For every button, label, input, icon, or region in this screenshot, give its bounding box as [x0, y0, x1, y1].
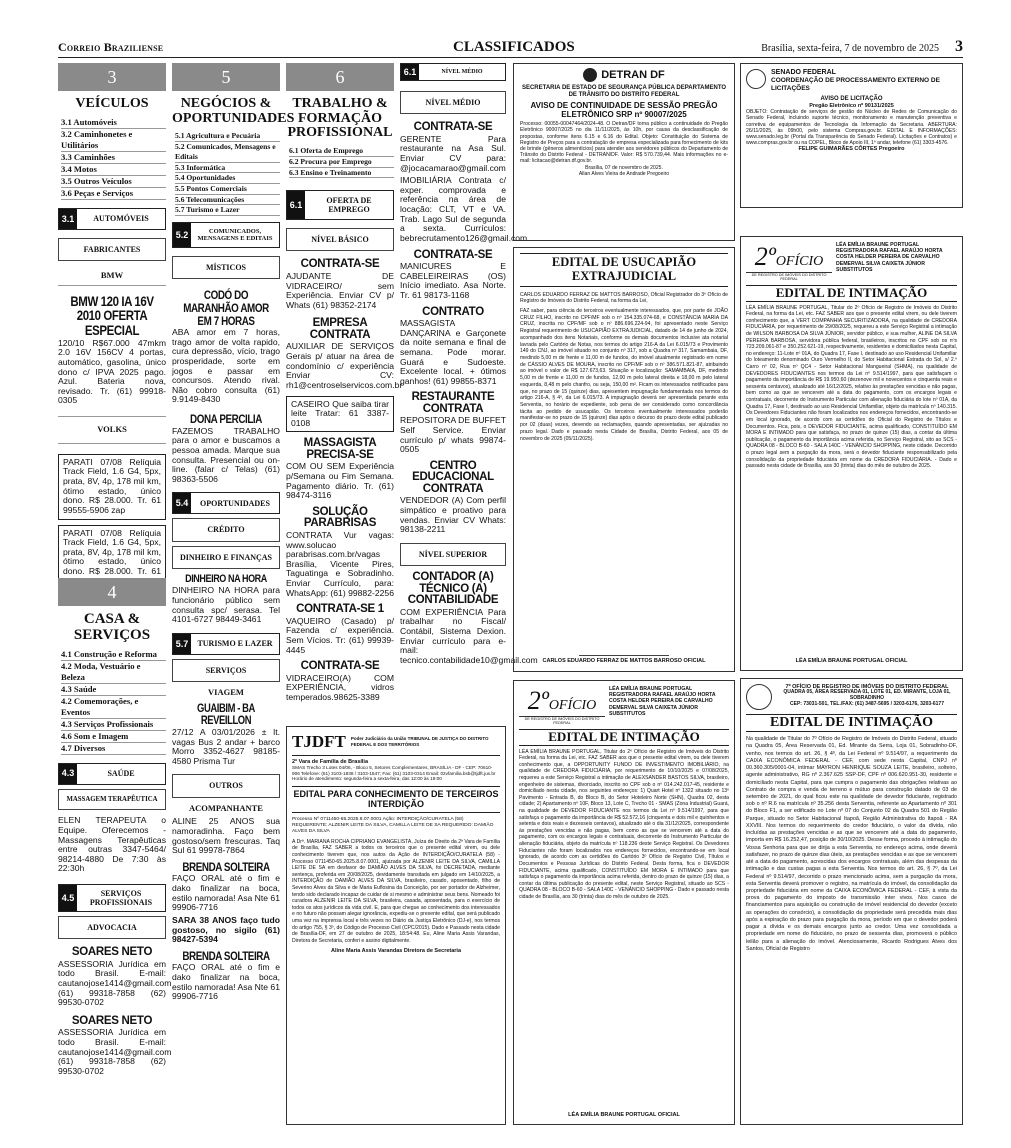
index-item: 4.1 Construção e Reforma [61, 649, 166, 661]
ad-text: COM EXPERIÊNCIA Para trabalhar no Fiscal/ Contábil, Sistema Dexion. Enviar currículo para e-mail: tecnico.contabilidade10@gmail.com [400, 606, 538, 665]
subcategory: CRÉDITO [172, 518, 280, 541]
ad-heading: DONA PERCILIA [190, 412, 262, 427]
index-item: 5.7 Turismo e Lazer [175, 205, 280, 216]
ad-box: PARATI 07/08 Relíquia Track Field, 1.6 G4, 5px, prata, 8V, 4p, 178 mil km, ótimo estado, único dono. R$ 28.000. Tr. 61 [58, 525, 166, 591]
ad-heading: SOARES NETO [71, 946, 153, 959]
index-item: 6.3 Ensino e Treinamento [289, 168, 394, 179]
oficio-body: LÉA EMÍLIA BRAUNE PORTUGAL, Titular do 2º Ofício de Registro de Imóveis do Distrito Federal, na forma da Lei, etc. FAZ SABER aos que o presente edital virem, ou dele tiverem conhecimento que, a VERT COMPANHIA SECURITIZADORA, na qualidade de CREDORA FIDUCIÁRIA, por requerimento de 29/08/2025, requereu a este Serviço Registral a intimação de WILSON BARBOSA DA SILVA JÚNIOR, servidor público, e sua mulher, ALINE DA SILVA PEREIRA BARBOSA, servidora pública federal, brasileiros, inscritos no CPF sob os nºs 723.209.061-87 e 350.252.621-19, respectivamente, residentes e domiciliados nesta Capital, no endereço: 11-Lote nº 01A, do Quadra 17, Fase I, destinado ao uso Residencial Unifamiliar do loteamento denominado Ouro Vermelho II, do Setor Habitacional Estrada do Sol, s/ 2.º Carro nº 02, Rua nº QC4 - Setor Habitacional Mangueiral (SHMA), na qualidade de DEVEDORES FIDUCIANTES nos termos da Lei nº 9.514/1997, para que satisfaçam o pagamento da importância de R$ 19.950,60 (dezenove mil e novecentos e cinquenta reais e sessenta centavos), atualizado até 16/12/2025, relativo às prestações vencidas e não pagas, bem como as que se vencerem até a data do pagamento, com os encargos legais e contratuais, decorrente do Instrumento Particular com alienação fiduciária do lote nº 01A, da Quadra 17, Fase I, destinado ao uso Residencial Unifamiliar, objeto da matrícula nº 140.315. Os Devedores Fiduciantes não foram localizados nos endereços fornecidos, encontrando-se em local ignorado, de acordo com as certidões do Oficial do Registro de Títulos e Documentos. Fica, pois, o DEVEDOR FIDUCIANTE, acima qualificado, CONSTITUÍDO EM MORA E INTIMADO para que satisfaça, no prazo de quinze (15) dias, a contar da última publicação, o pagamento da importância acima referida, no Serviço Registral, sito ao SCS - QUADRA 08 - BLOCO B-60 - SALA 140C - VENÂNCIO SHOPPING, neste cidade. Decorrido o prazo legal sem a purgação da mora, será o devedor fiduciante responsabilizado pela consolidação da propriedade fiduciária em nome da CREDORA FIDUCIÁRIA. - Dado e passado nesta cidade de Brasília, aos 30 (trinta) dias do mês de outubro de 2025. [746, 304, 957, 470]
oficio2-notice-b [513, 680, 735, 1125]
senado-signature: FELIPE GUIMARÃES CÔRTES Pregoeiro [798, 146, 905, 153]
ad-text: 120/10 R$67.000 47mkm 2.0 16V 156CV 4 portas, automático, gasolina, único dono c/ IPVA 2025 pago. Azul. Bateria nova, revisado. Tr. (61) 99918-0305 [58, 337, 166, 406]
oficio-signature: LÉA EMÍLIA BRAUNE PORTUGAL OFICIAL [568, 1112, 680, 1119]
tjdft-body: A Drª. MARIANA ROCHA CIPRIANO EVANGELISTA, Juíza de Direito da 2ª Vara de Família de Brasília, FAZ SABER a todos os terceiros que o presente edital virem, ou dele conhecimento tiverem que, nos autos da Ação de INTERDIÇÃO/CURATELA (58) - Processo 0711450-65.2025.8.07.0001, ajuizada por ALZENIR LEITE DA SILVA, CAMILLA LEITE DE SA em desfavor de DAMIÃO ALVES DA SILVA, foi DECRETADA, mediante sentença, proferida em 20/08/2025, devidamente transitada em julgado em 14/10/2025, a INTERDIÇÃO de DAMIÃO ALVES DA SILVA, brasileiro, casado, aposentado, filho de Severino Alves da Silva e de Maria Euflosina da Conceição, por ser portador de Alzheimer, tendo sido declarado incapaz de cuidar de si mesmo e administrar seus bens. Nomeado foi curadora ALZENIR LEITE DA SILVA, brasileira, casada, aposentada, para o exercício de todos os atos jurídicos da vida civil. E, para que chegue ao conhecimento dos interessados e no futuro não possam alegar ignorância, expediu-se o presente edital, que será publicado uma vez na imprensa local e três vezes no Diário da Justiça Eletrônico (DJ-e), nos termos do artigo 755, § 3º, do Código de Processo Civil (CPC/2015). Dado e Passado nesta cidade de Brasília-DF, em 27 de outubro de 2025, 18:54:48. Eu, Aline Maria Assis Varandas, Diretora de Secretaria, conferi e assino digitalmente. [292, 838, 500, 944]
oficio7-body: Na qualidade de Titular do 7º Ofício de Registro de Imóveis do Distrito Federal, situado na Quadra 05, Área Reservada 01, Ed. Mirante da Serra, Loja 01, Sobradinho-DF, venho, nos termos do art. 26, § 4º, da Lei Federal nº 9.514/97, a requerimento da CAIXA ECONÔMICA FEDERAL - CEF, com sede nesta Capital, CNPJ nº 00.360.305/0001-04, intimar MAYRON HENRIQUE SOUZA LEITE, brasileiro, solteiro, agente administrativo, RG nº 2.367.625 SSP-DF, CPF nº 006.620.951-30, residente e domiciliado nesta Capital, para que cumpra o pagamento das obrigações relativas ao Contrato de compra e venda de terreno e mútuo para construção datado de 03 de setembro de 2021, do qual ficou este na qualidade de devedor fiduciante, registrado sob o nº R.6 na matrícula nº 35.256 desta Serventia, referente ao Apartamento nº 301 do Bloco F1, a ser edificado no Lote nº 07 do Conjunto 02 da Quadra 501 do Região Parque, situado no Setor Habitacional Itapoã, Região Administrativa do Itapoã - RA XXVIII. Nos termos do requerimento do credor fiduciário, o valor da dívida, não incluídas as prestações vencidas e as que se vencerem até a data do pagamento, importa em R$ 16.252,47, posição de 30/10/2025. Desse forma, procedo à intimação do Vossa Senhoria para que se dirija a esta Serventia, no endereço acima, onde deverá satisfazer, no prazo de quinze dias úteis, as prestações vencidas e as que se vencerem até a data do pagamento, acrescidas dos encargos contratuais, além das despesas da intimação e das custas pagas a esta Serventia. Nos termos do art. 26, § 7º, da Lei Federal nº 9.514/97, decorrido o prazo mencionado acima, sem a purgação da mora, esta Serventia deverá promover o registro, na matrícula do imóvel, da consolidação da propriedade fiduciária em nome da CAIXA ECONÔMICA FEDERAL - CEF, à vista da prova do pagamento do imposto de transmissão inter vivos. Nos casos de financiamentos para aquisição ou construção de imóvel residencial do devedor (exceto as operações do consórcio), a consolidação da propriedade será precedida mais dias após a expiração do prazo para purgação da mora, período em que o devedor poderá pagar a dívida e os demais encargos junto ao credor. Uma vez consolidada a propriedade em nome do fiduciário, no prazo de sessenta dias, promoverá o público leilão para a alienação do imóvel. Atenciosamente, Ricardo Rodrigues Alves dos Santos, Oficial de Registro [746, 736, 957, 952]
section-number: 5 [172, 63, 280, 91]
ad-heading: CODÓ DO MARANHÃO AMOR EM 7 HORAS [183, 288, 269, 328]
senado-notice-number: Pregão Eletrônico nº 90131/2025 [809, 102, 894, 109]
column-work [286, 63, 403, 783]
category-bar [58, 208, 166, 230]
subcategory: VIAGEM [208, 687, 244, 698]
section-index [172, 131, 280, 216]
masthead [58, 38, 963, 58]
ad-text: IMOBILIÁRIA Contrata c/ exper. comprovada e referência na área de locação: CLT, VT e VA. Trab. Lago Sul de segunda a sexta. Currículos: bebrecrutamento126@gmail.com [400, 175, 528, 243]
index-item: 6.2 Procura por Emprego [289, 157, 394, 168]
tjdft-signature: Aline Maria Assis Varandas Diretora de Secretaria [330, 948, 462, 955]
index-item: 3.1 Automóveis [61, 117, 166, 129]
ad-heading: CONTRATA-SE [300, 660, 380, 673]
ad-text: ALINE 25 ANOS sua namoradinha. Faço bem gostoso/sem frescuras. Taq Sul 61 99978-7864 [172, 816, 280, 856]
section-index [286, 146, 394, 178]
category-bar [172, 633, 280, 655]
category-number: 3.1 [59, 209, 77, 229]
ad-heading: DINHEIRO NA HORA [185, 572, 267, 585]
ad-text: GERENTE Para restaurante na Asa Sul. Enviar CV para: @jocacamarao@gmail.com [400, 133, 506, 173]
category-bar [172, 222, 280, 248]
ad-text: DINHEIRO NA HORA para funcionário público sem consulta spc/ serasa. Tel 4101-6727 98449-3461 [172, 585, 280, 625]
tjdft-address: SMAS Trecho 3 Lotes 04/06, - Bloco 5, Setores Complementares, BRASÍLIA - DF - CEP: 70610-906 Telefone: (61) 3103-1838 / 3103-1547; Fax: (61) 3103-0314 Email: 02vfamilia.bsb@tjdft.jus.br Horário de atendimento: segunda-feira a sexta-feira, das 12:00 às 19:00 [292, 764, 496, 782]
ad-heading: CONTRATO [422, 305, 484, 318]
usucapiao-signature: CARLOS EDUARDO FERRAZ DE MATTOS BARROSO OFICIAL [542, 658, 706, 665]
detran-signature: Allan Alves Vieira de Andrade Pregoeiro [578, 170, 670, 177]
page-number: 3 [955, 38, 963, 55]
subcategory: NÍVEL MÉDIO [400, 91, 506, 114]
category-label: NÍVEL MÉDIO [441, 68, 483, 75]
oficio7-notice [740, 678, 963, 1125]
index-item: 4.6 Som e Imagem [61, 731, 166, 743]
paper-name: Correio Braziliense [58, 40, 164, 54]
section-index [58, 649, 166, 755]
oficio-title: EDITAL DE INTIMAÇÃO [519, 729, 729, 746]
senado-subheading: COORDENAÇÃO DE PROCESSAMENTO EXTERNO DE LICITAÇÕES [771, 77, 940, 92]
oficio7-address: QUADRA 05, ÁREA RESERVADA 01, LOTE 01, ED. MIRANTE, LOJA 01, SOBRADINHO [783, 689, 951, 702]
ad-text: ASSESSORIA Jurídica em todo Brasil. E-mail: cautanojose1414@gmail.com (61) 99318-7858 (62) 99530-0702 [58, 958, 172, 1008]
category-number: 4.3 [59, 764, 77, 784]
subcategory: NÍVEL SUPERIOR [400, 543, 506, 566]
oficio-logo-text: OFÍCIO [548, 698, 597, 713]
category-number: 5.2 [173, 223, 191, 247]
index-item: 3.4 Motos [61, 164, 166, 176]
usucapiao-title: EDITAL DE USUCAPIÃO EXTRAJUDICIAL [520, 253, 728, 287]
ad-heading: RESTAURANTE CONTRATA [411, 391, 495, 415]
ad-heading: MASSAGISTA PRECISA-SE [303, 437, 377, 461]
tjdft-notice [286, 726, 506, 1125]
ad-text: FAÇO ORAL até o fim e dako finalizar na boca, estilo namorada! Asa Nte 61 99906-7716 [172, 962, 280, 1002]
section-index [58, 117, 166, 200]
section-title: VEÍCULOS [75, 96, 149, 111]
ad-text: ASSESSORIA Jurídica em todo Brasil. E-mail: cautanojose1414@gmail.com (61) 99318-7858 (62) 99530-0702 [58, 1027, 172, 1076]
index-item: 3.3 Caminhões [61, 152, 166, 164]
oficio-signature: LÉA EMÍLIA BRAUNE PORTUGAL OFICIAL [795, 658, 908, 665]
subcategory: SERVIÇOS [172, 659, 280, 682]
oficio-logo-text: OFÍCIO [775, 254, 824, 269]
ad-heading: GUAIBIM - BA REVEILLON [197, 702, 255, 727]
index-item: 5.4 Oportunidades [175, 173, 280, 184]
ad-text: ELEN TERAPEUTA o Equipe. Oferecemos - Massagens Terapêuticas entre outras 3347-5464/ 98214-4880 De 7:30 às 22:30h [58, 815, 166, 874]
oficio-body: LÉA EMÍLIA BRAUNE PORTUGAL, Titular do 2º Ofício de Registro de Imóveis do Distrito Federal, na forma da Lei, etc. FAZ SABER aos que o presente edital virem, ou dele tiverem conhecimento que, a OPPORTUNITY FUNDO DE INVESTIMENTO IMOBILIÁRIO, na qualidade de CREDORA FIDUCIÁRIA, por requerimento de 10/10/2025 e 07/08/2025, requereu a este Serviço Registral a intimação de ALEXSANDER BASTOS SILVA, brasileiro, engenheiro de sistemas, divorciado, inscrito no CPF sob o nº 014.242.017-45, residente e domiciliado nesta cidade, nos seguintes endereços: 1) Quart Hotel nº 1322 situado no 13º Pavimento - Entrada B, do Bloco B, do Setor Hoteleiro Norte (SHN), Quadra 02, desta cidade; 2) Apartamento nº 10F, Bloco 13, Lote C, Trecho 01 - SMAS (Zona Industrial) Guará, na qualidade de DEVEDOR FIDUCIANTE nos termos da Lei nº 9.514/1997, para que satisfaça o pagamento da importância de R$ 52.572,16 (cinquenta e dois mil e quinhentos e setenta e dois reais e dezesseis centavos), atualizado até o dia 31/12/2025, correspondente às prestações vencidas e não pagas, bem como as que se vencerem até a data do pagamento, com os encargos legais e contratuais, decorrente do Instrumento Particular de alienação fiduciária, objeto da matrícula nº 118.236 deste Serviço Registral. Os Devedores Fiduciantes não foram localizados nos endereços fornecidos, encontrando-se em local ignorado, de acordo com as certidões do Cartório 3º Ofício de Registro Civil, Títulos e Documentos e Pessoas Jurídicas do Distrito Federal. Desta forma, fica o DEVEDOR FIDUCIANTE, acima qualificado, CONSTITUÍDO EM MORA E INTIMADO para que satisfaça o pagamento da importância acima referida, dentro do prazo de quinze (15) dias, a contar da última publicação do presente edital, neste Serviço Registral, situado ao SCS - QUADRA 08 - BLOCO B-60 - SALA 140C - VENÂNCIO SHOPPING - Dado e passado nesta cidade de Brasília, aos 30 (trinta) dias do mês de outubro de 2025. [519, 748, 729, 900]
subcategory: FABRICANTES [58, 238, 166, 261]
usucapiao-notice [513, 247, 735, 672]
ad-heading: SOARES NETO [71, 1014, 153, 1027]
index-item: 3.2 Caminhonetes e Utilitários [61, 129, 166, 152]
category-label: TURISMO E LAZER [197, 639, 273, 649]
detran-logo-icon [583, 68, 597, 82]
detran-logo [520, 68, 728, 82]
oficio-logo-subtitle: DE REGISTRO DE IMÓVEIS DO DISTRITO FEDERAL [746, 272, 832, 282]
tjdft-title: EDITAL PARA CONHECIMENTO DE TERCEIROS INTERDIÇÃO [292, 786, 500, 813]
column-business [172, 63, 295, 1128]
ad-text: COM OU SEM Experiência p/Semana ou Fim Semana. Pagamento diário. Tr. (61) 98474-3116 [286, 461, 394, 501]
ad-box: PARATI 07/08 Relíquia Track Field, 1.6 G4, 5px, prata, 8V, 4p, 178 mil km, ótimo estado, único dono. R$ 28.000. Tr. 61 99555-5906 zap [58, 454, 166, 520]
index-item: 4.7 Diversos [61, 743, 166, 755]
ad-text: FAZEMOS TRABALHO para o amor e buscamos a pessoa amada. Marque sua consulta. Presencial ou on-line. (falar c/ Telas) (61) 98363-5506 [172, 425, 280, 484]
section-number: 4 [58, 578, 166, 606]
detran-logo-text: DETRAN DF [601, 68, 665, 81]
oficio7-logo-icon [746, 684, 772, 710]
oficio7-title: EDITAL DE INTIMAÇÃO [746, 714, 957, 732]
category-label: COMUNICADOS, MENSAGENS E EDITAIS [197, 227, 273, 243]
ad-text: AJUDANTE DE VIDRACEIRO/ sem Experiência. Enviar CV p/ Whats (61) 98352-2174 [286, 270, 394, 310]
detran-heading: SECRETARIA DE ESTADO DE SEGURANÇA PÚBLICA DEPARTAMENTO DE TRÂNSITO DO DISTRITO FEDERAL [521, 85, 727, 98]
ad-text: SARA 38 ANOS faço tudo gostoso, no sigilo (61) 98427-5394 [172, 914, 280, 945]
ad-text: VENDEDOR (A) Com perfil simpático e proativo para vendas. Enviar CV Whats: 98138-2211 [400, 495, 506, 535]
ad-text: ABA amor em 7 horas, trago amor de volta rapido, cura depressão, vício, trago prosperidade, sorte em jogos e passar em concursos. Atendo rival. Não cobro consulta (61) 9.9149-8430 [172, 327, 280, 405]
divider [292, 755, 500, 756]
ad-heading: EMPRESA CONTRATA [309, 317, 371, 341]
index-item: 5.3 Informática [175, 163, 280, 174]
subcategory: MASSAGEM TERAPÊUTICA [58, 789, 166, 811]
index-item: 5.6 Telecomunicações [175, 195, 280, 206]
ad-text: MASSAGISTA DANÇARINA e Garçonete da noite semana e final de semana. Pode morar. Guará e Sudoeste. Excelente local. + ótimos ganhos! (61) 99855-8371 [400, 318, 506, 386]
category-number: 6.1 [401, 64, 419, 80]
ad-box: CASEIRO Que saiba tirar leite Tratar: 61 3387-0108 [286, 396, 394, 433]
ad-text: VAQUEIRO (Casado) p/ Fazenda c/ experiência. Sem Vícios. Tr: (61) 99939-4445 [286, 615, 394, 655]
ad-text: AUXILIAR DE SERVIÇOS Gerais p/ atuar na área de condomínio c/ experiência Enviar CV: rh1@centroselservicos.com.br [286, 341, 403, 390]
detran-subheading: AVISO DE CONTINUIDADE DE SESSÃO PREGÃO ELETRÔNICO SRP nº 90007/2025 [530, 100, 718, 119]
oficio-title: EDITAL DE INTIMAÇÃO [746, 285, 957, 302]
usucapiao-intro: CARLOS EDUARDO FERRAZ DE MATTOS BARROSO, Oficial Registrador do 3º Ofício de Registro de Imóveis do Distrito Federal, na forma da Lei, [520, 291, 728, 304]
ad-heading: CONTRATA-SE [300, 258, 380, 271]
index-item: 4.2 Comemorações, e Eventos [61, 696, 166, 719]
index-item: 3.6 Peças e Serviços [61, 188, 166, 200]
category-bar [400, 63, 506, 81]
oficio-logo-subtitle: DE REGISTRO DE IMÓVEIS DO DISTRITO FEDERAL [519, 716, 605, 726]
index-item: 4.2 Moda, Vestuário e Beleza [61, 661, 166, 684]
senado-logo-icon [746, 69, 766, 89]
ad-text: CONTRATA Vur vagas: www.solucao parabrisas.com.br/vagas Brasília, Vicente Pires, Taguatinga e Sobradinho. Enviar Currículo, para: WhatsApp: (61) 99882-2256 [286, 529, 394, 598]
ad-heading: BMW 120 IA 16V 2010 OFERTA ESPECIAL [70, 292, 154, 339]
signature-line [579, 655, 669, 656]
section-name: CLASSIFICADOS [453, 39, 575, 55]
category-label: AUTOMÓVEIS [93, 214, 149, 224]
subcategory: BMW [58, 271, 166, 286]
oficio-officers: LÉA EMÍLIA BRAUNE PORTUGAL REGISTRADORA RAFAEL ARAÚJO HORTA COSTA HELDER PEREIRA DE CARVALHO DEMERVAL SILVA CAIXETA JÚNIOR SUBSTITUTOS [609, 686, 716, 717]
ad-text: MANICURES E CABELEIREIRAS (OS) Início imediato. Asa Norte. Tr. 61 98173-1168 [400, 261, 506, 300]
index-item: 5.2 Comunicados, Mensagens e Editais [175, 142, 280, 162]
ad-heading: CONTRATA-SE [413, 121, 493, 134]
detran-date: Brasília, 07 de novembro de 2025. [585, 164, 663, 171]
oficio7-contact: CEP: 73031-501, TEL./FAX: (61) 3487-5695 / 3203-6176, 3203-6177 [790, 700, 944, 707]
tjdft-process: Processo Nº 0711450-65.2025.8.07.0001 Ação: INTERDIÇÃO/CURATELA (58) REQUERENTE: ALZENIR LEITE DA SILVA, CAMILLA LEITE DE SA REQUERIDO: DAMIÃO ALVES DA SILVA [292, 816, 494, 834]
ad-text: FAÇO ORAL até o fim e dako finalizar na boca, estilo namorada! Asa Nte 61 99906-7716 [172, 873, 280, 913]
oficio-logo [519, 686, 605, 726]
ad-heading: CENTRO EDUCACIONAL CONTRATA [412, 459, 494, 495]
oficio7-heading: 7º OFÍCIO DE REGISTRO DE IMÓVEIS DO DISTRITO FEDERAL [785, 684, 949, 690]
category-label: SERVIÇOS PROFISSIONAIS [89, 888, 153, 908]
ad-heading: SOLUÇÃO PARABRISAS [303, 505, 377, 530]
index-item: 3.5 Outros Veículos [61, 176, 166, 188]
subcategory: VOLKS [58, 416, 166, 444]
detran-notice [513, 63, 735, 241]
category-label: OPORTUNIDADES [200, 498, 270, 508]
category-bar [172, 492, 280, 514]
oficio-logo [746, 242, 832, 282]
category-label: OFERTA DE EMPREGO [326, 196, 372, 215]
ad-heading: CONTRATA-SE [413, 248, 493, 261]
index-item: 5.5 Pontos Comerciais [175, 184, 280, 195]
tjdft-logo: TJDFT [292, 732, 346, 751]
senado-heading: SENADO FEDERAL [771, 69, 836, 76]
usucapiao-body: FAZ saber, para ciência de terceiros eventualmente interessados, que, por parte de JOÃO CRUZ FILHO, inscrito no CPF/MF sob o nº 154.335.074-68, e CONSTÂNCIA MARIA DA CRUZ, inscrita no CPF/MF sob o nº 886.696.224-94, foi apresentado neste Serviço Registral requerimento de USUCAPIÃO EXTRAJUDICIAL, datado de 14 de junho de 2024, acompanhado dos itens Notariais, conforme os demais documentos inclusive ata notarial lavrada pelo Cartório de Notas, nos termos do artigo 216-A da Lei 6.015/73 e Provimento 149 do CNJ, ao imóvel situado no conjunto nº 317, sob a Quadra nº 317, Samambaia, DF, medindo 5,00 m de frente e 11,00 m de fundos, do imóvel atualmente registrado em nome de CÁSSIO ALVES DE MOURA, inscrito no CPF/MF sob o nº 386.571.821-87, atribuindo ao imóvel o valor de R$ 127.673,63. Situação e localização: SAMAMBAIA, DF, medindo 5,00 m de frente e 11,00 m de fundos, 12,00 m pelo lateral direita e 18,00 m pelo lateral esquerda, 8,48 m pelo chanfro, ou seja, 150,00 m². Ficam os interessados notificados para que, no prazo de 15 (quinze) dias, apresentem impugnação fundamentada nos termos do artigo 216-A, § 4º, da Lei 6.015/73. A impugnação deverá ser apresentada perante esta Serventia, no horário de expediente, sob pena de ser considerado como concordância tácita ao pedido de usucapião. Os terceiros eventualmente interessados poderão manifestar-se no prazo de 15 (quinze) dias após o decurso do prazo deste edital publicado por 02 (duas) vezes, devendo as reclamações, quando apresentadas, ser ajuizadas no prazo legal. Dado e passado nesta Cidade de Brasília, Distrito Federal, aos 05 de novembro de 2025 (05/11/2025). [520, 307, 728, 442]
section-title: CASA & SERVIÇOS [73, 611, 151, 643]
category-bar [286, 190, 394, 220]
category-bar [58, 884, 166, 912]
index-item: 5.1 Agricultura e Pecuária [175, 131, 280, 142]
column-home-services [58, 578, 172, 1123]
category-bar [58, 763, 166, 785]
oficio-logo-number: 2º [527, 686, 549, 715]
ad-heading: BRENDA SOLTEIRA [182, 948, 270, 963]
tjdft-court: 2ª Vara de Família de Brasília [292, 758, 369, 765]
subcategory: NÍVEL BÁSICO [286, 228, 394, 251]
ad-heading: CONTADOR (A) TÉCNICO (A) CONTABILIDADE [407, 571, 499, 607]
category-number: 5.4 [173, 493, 191, 513]
senado-notice [740, 63, 963, 208]
ad-heading: BRENDA SOLTEIRA [182, 859, 270, 874]
oficio-logo-number: 2º [754, 242, 776, 271]
section-title: NEGÓCIOS & OPORTUNIDADES [172, 96, 295, 126]
section-number: 3 [58, 63, 166, 91]
subcategory: ADVOCACIA [58, 916, 166, 939]
ad-heading: CONTRATA-SE 1 [296, 603, 384, 616]
tjdft-organization: Poder Judiciário da União TRIBUNAL DE JUSTIÇA DO DISTRITO FEDERAL E DOS TERRITÓRIOS [350, 736, 489, 747]
category-number: 6.1 [287, 191, 305, 219]
detran-body: Processo: 00055-00047464/2024-48. O Detran/DF torna público a continuidade do Pregão Eletrônico 90007/2025 no dia 11/11/2025, às 10h, por causa da desclassificação de propostas, conforme itens 6.15 e 6.16 do Edital. Objeto: Constituição do Sistema de Registro de Preços para a contratação de empresa especializada para fornecimento de kits de brinde (gêneros alimentícios) para atender aos servidores públicos do Departamento de Trânsito do Distrito Federal - DETRAN/DF. Valor: R$ 570.739,44. Mais informações no e-mail: licitacao@detran.df.gov.br. [520, 121, 728, 165]
subcategory: ACOMPANHANTE [189, 802, 263, 813]
ad-text: 27/12 A 03/01/2026 ± lt. vagas Bus 2 andar + barco Morro 3352-4627 98185-4580 Prisma Tur [172, 726, 280, 766]
oficio-officers: LÉA EMÍLIA BRAUNE PORTUGAL REGISTRADORA RAFAEL ARAÚJO HORTA COSTA HELDER PEREIRA DE CARVALHO DEMERVAL SILVA CAIXETA JÚNIOR SUBSTITUTOS [836, 242, 943, 273]
subcategory: DINHEIRO E FINANÇAS [172, 546, 280, 569]
subcategory: MÍSTICOS [172, 256, 280, 279]
oficio2-notice-a [740, 236, 963, 671]
senado-notice-title: AVISO DE LICITAÇÃO [820, 95, 883, 102]
ad-text: REPOSITORA DE BUFFET Self Service. Enviar currículo p/ whats 99874-0505 [400, 415, 506, 455]
subcategory: OUTROS [172, 774, 280, 797]
issue-date: Brasília, sexta-feira, 7 de novembro de 2025 [761, 43, 939, 54]
ad-text: VIDRACEIRO(A) COM EXPERIÊNCIA, vidros temperados.98625-3389 [286, 672, 394, 703]
index-item: 4.3 Saúde [61, 684, 166, 696]
senado-body: OBJETO: Contratação de serviços de gestão do Núcleo de Redes de Comunicação do Senado Federal, incluindo suporte técnico, monitoramento e manutenção preventiva e corretiva de equipamentos de Tecnologia da Informação da Secretaria. ABERTURA: 26/11/2025, às 09h00, pelo sistema Compras.gov.br. EDITAL E INFORMAÇÕES: www.senado.leg.br (Portal da Transparência do Senado Federal). Licitações e Contratos) e www.compras.gov.br ou na COPEL, Bloco de Apoio III, 1º andar, telefone (61) 3303-4576. [746, 109, 957, 147]
index-item: 4.3 Serviços Profissionais [61, 719, 166, 731]
category-label: SAÚDE [107, 768, 135, 778]
section-title: TRABALHO & FORMAÇÃO PROFISSIONAL [287, 96, 393, 141]
index-item: 6.1 Oferta de Emprego [289, 146, 394, 157]
category-number: 4.5 [59, 885, 77, 911]
section-number: 6 [286, 63, 394, 91]
category-number: 5.7 [173, 634, 191, 654]
